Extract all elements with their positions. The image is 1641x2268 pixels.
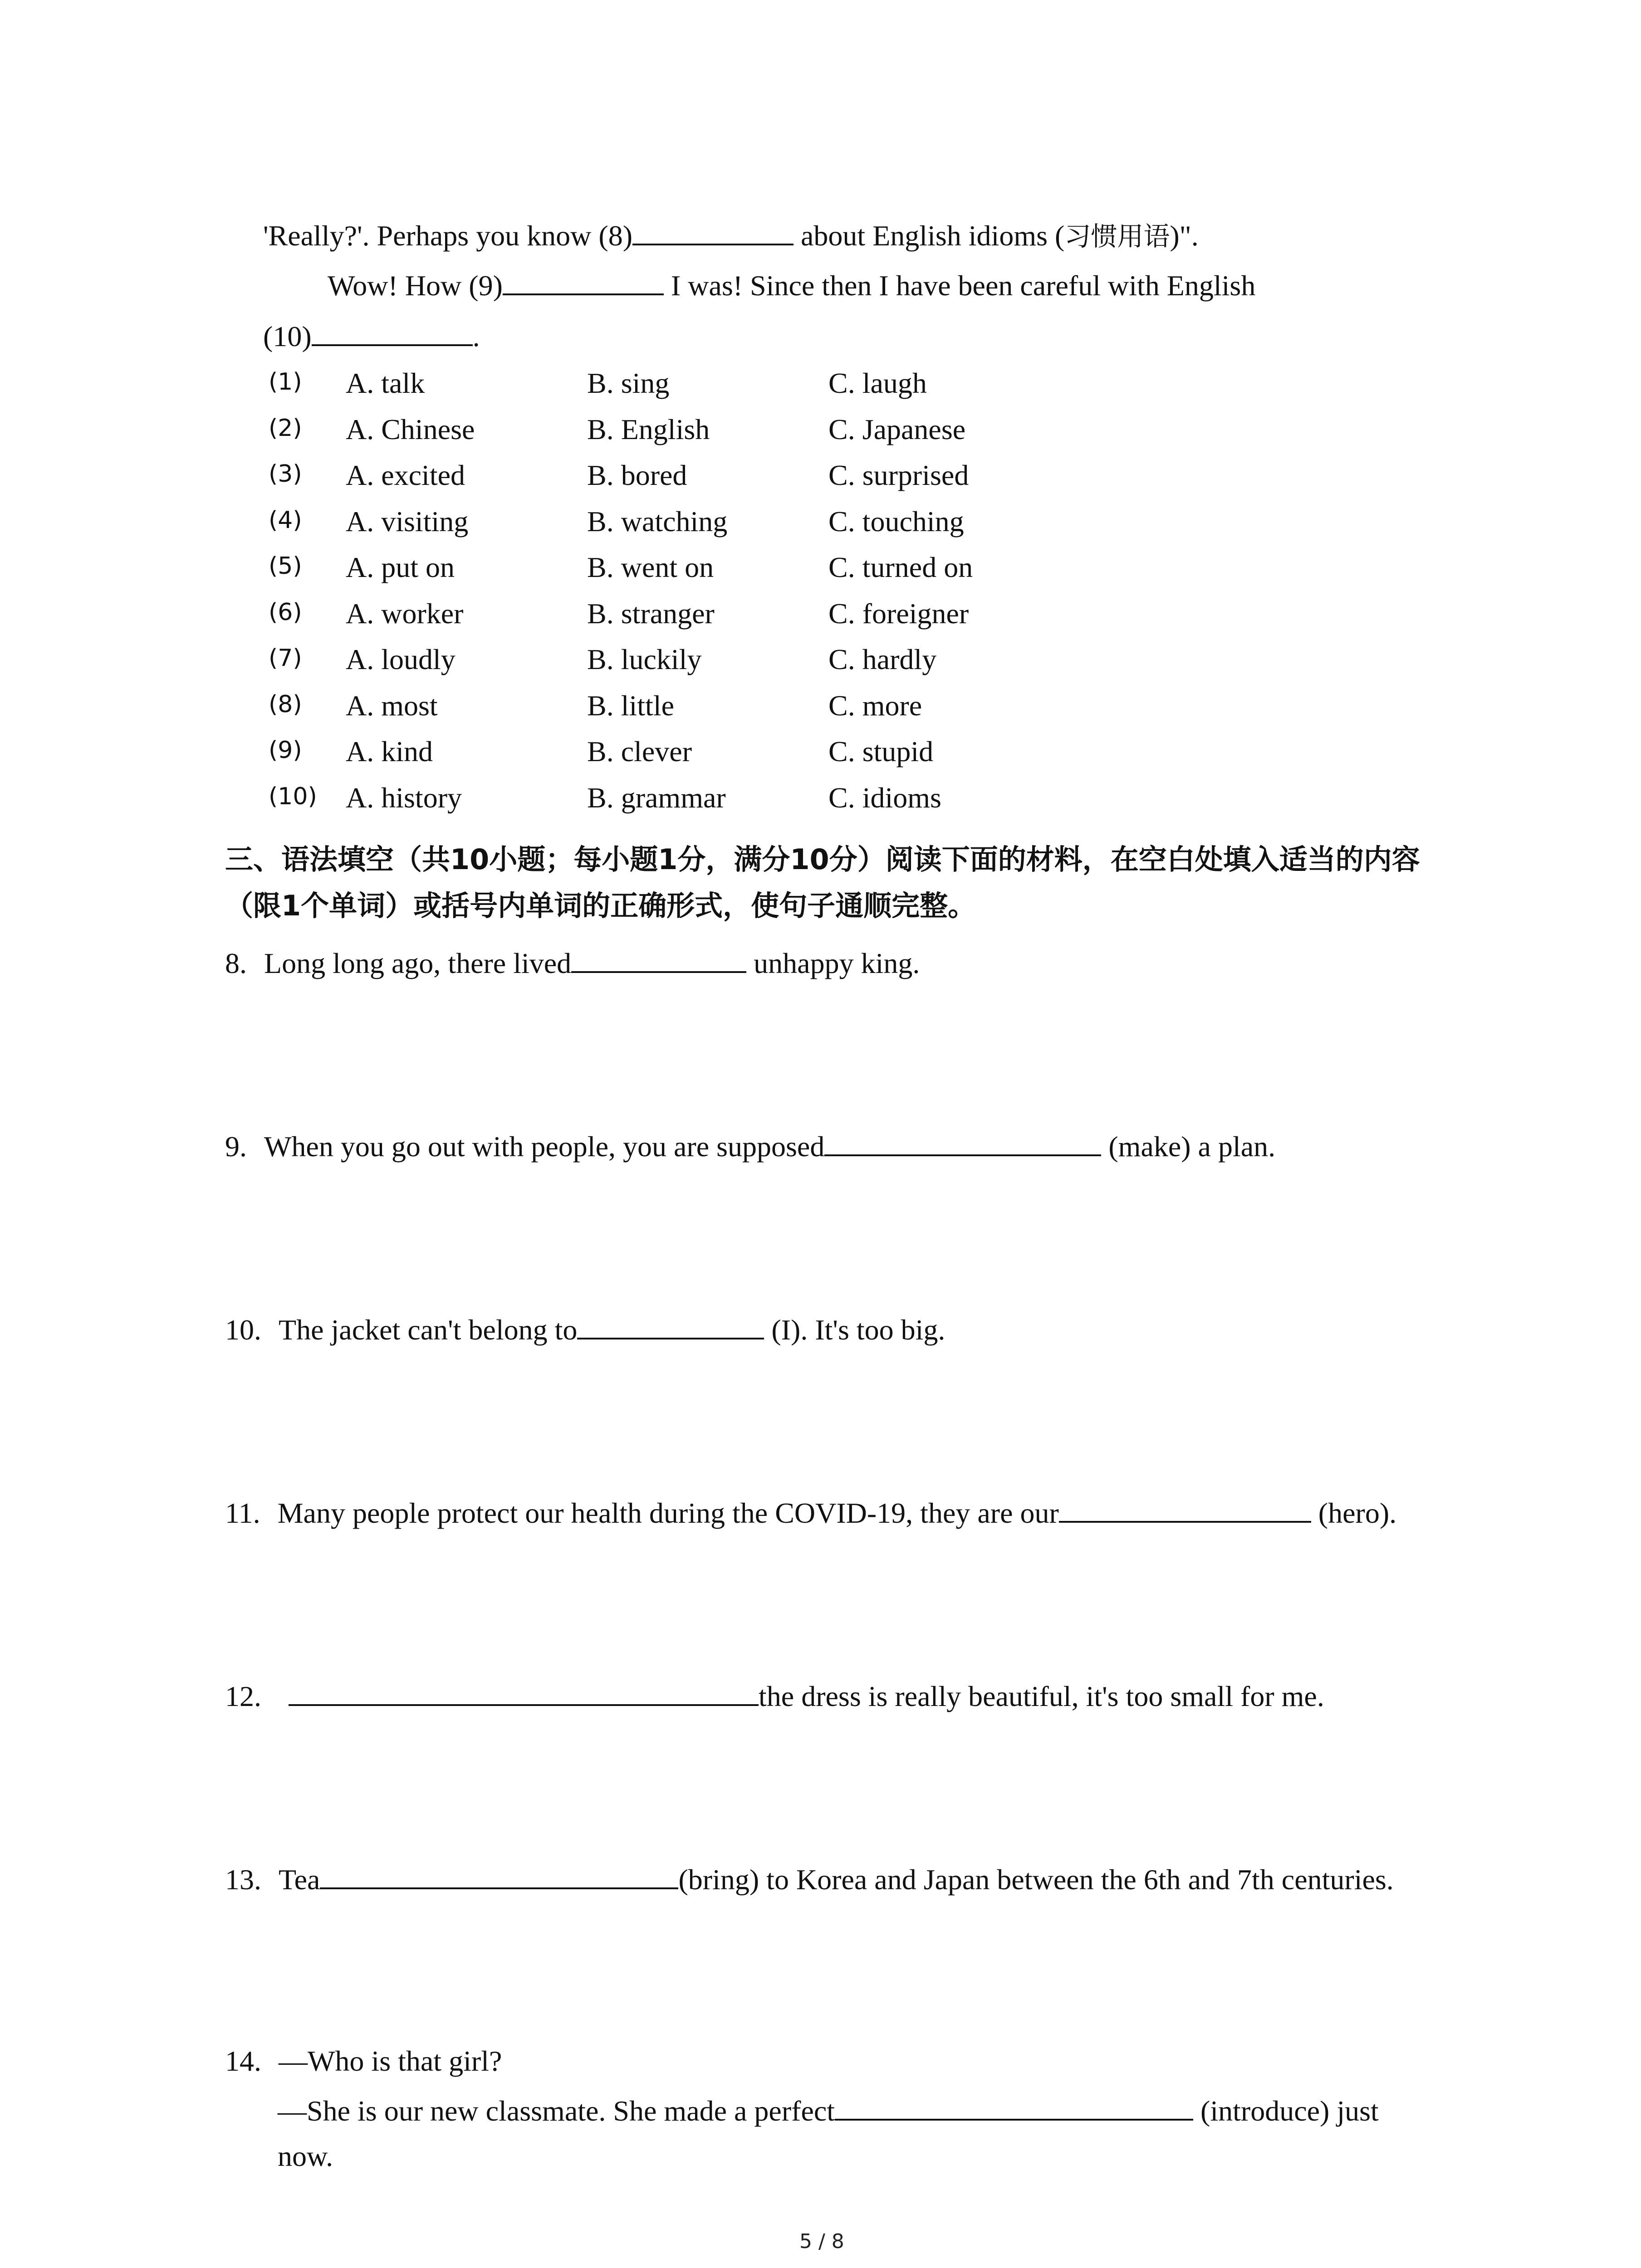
answer-blank: [312, 342, 473, 346]
option-a: A. put on: [346, 551, 455, 583]
option-a: A. talk: [346, 367, 425, 399]
answer-blank[interactable]: [577, 1335, 764, 1339]
option-a: A. kind: [346, 735, 433, 767]
question-number: 10.: [225, 1314, 261, 1346]
question-text: now.: [278, 2140, 333, 2172]
answer-blank[interactable]: [835, 2116, 1193, 2121]
option-a: A. worker: [346, 597, 464, 630]
question-8: [225, 949, 920, 978]
option-c: C. foreigner: [828, 597, 969, 630]
option-number: (9): [269, 737, 302, 764]
question-number: 9.: [225, 1130, 247, 1163]
option-number: (2): [269, 415, 302, 442]
option-c: C. surprised: [828, 459, 969, 491]
option-a: A. visiting: [346, 505, 469, 538]
option-b: B. went on: [587, 551, 714, 583]
option-number: (3): [269, 460, 302, 488]
option-c: C. laugh: [828, 367, 927, 399]
passage-text: 'Really?'. Perhaps you know (8): [263, 220, 632, 252]
answer-blank[interactable]: [1059, 1518, 1311, 1523]
passage-text: about English idioms (: [794, 220, 1065, 252]
passage-text: )".: [1170, 220, 1199, 252]
option-a: A. Chinese: [346, 413, 475, 445]
option-number: (7): [269, 645, 302, 672]
option-number: (10): [269, 783, 317, 810]
question-text: Long long ago, there lived: [264, 947, 572, 979]
option-b: B. English: [587, 413, 710, 445]
question-text: (I). It's too big.: [764, 1314, 945, 1346]
option-c: C. touching: [828, 505, 964, 538]
option-b: B. stranger: [587, 597, 715, 630]
answer-blank[interactable]: [320, 1885, 678, 1889]
option-number: (6): [269, 599, 302, 626]
option-a: A. excited: [346, 459, 465, 491]
option-number: (8): [269, 691, 302, 718]
question-14-line-3: [278, 2142, 333, 2171]
question-number: 13.: [225, 1863, 261, 1896]
answer-blank: [503, 291, 664, 295]
passage-text: I was! Since then I have been careful with English: [663, 269, 1256, 302]
question-13: [225, 1865, 1394, 1894]
option-a: A. most: [346, 689, 438, 722]
passage-line-1: [263, 221, 1199, 250]
answer-blank[interactable]: [289, 1701, 759, 1706]
option-c: C. hardly: [828, 643, 937, 675]
passage-text: .: [472, 320, 480, 352]
question-9: [225, 1132, 1275, 1161]
passage-text: 习惯用语: [1064, 221, 1170, 252]
question-text: When you go out with people, you are supposed: [264, 1130, 825, 1163]
option-a: A. loudly: [346, 643, 456, 675]
passage-text: (10): [263, 320, 312, 352]
question-text: The jacket can't belong to: [279, 1314, 578, 1346]
page-number: 5 / 8: [799, 2230, 844, 2253]
passage-text: Wow! How (9): [328, 269, 503, 302]
question-text: unhappy king.: [746, 947, 920, 979]
question-text: Tea: [279, 1863, 320, 1896]
answer-blank[interactable]: [571, 968, 746, 973]
option-c: C. idioms: [828, 782, 941, 814]
option-a: A. history: [346, 782, 462, 814]
answer-blank: [632, 241, 794, 245]
question-text: (make) a plan.: [1101, 1130, 1276, 1163]
question-number: 11.: [225, 1497, 260, 1529]
question-text: (bring) to Korea and Japan between the 6th and 7th centuries.: [678, 1863, 1394, 1896]
option-c: C. Japanese: [828, 413, 966, 445]
section-heading: 三、语法填空（共10小题；每小题1分，满分10分）阅读下面的材料，在空白处填入适当的内容（限1个单词）或括号内单词的正确形式，使句子通顺完整。: [225, 843, 1420, 922]
option-b: B. bored: [587, 459, 687, 491]
question-12: [225, 1682, 1324, 1711]
option-number: (1): [269, 368, 302, 396]
option-number: (5): [269, 552, 302, 580]
question-10: [225, 1315, 945, 1344]
question-text: Many people protect our health during the COVID-19, they are our: [277, 1497, 1059, 1529]
option-c: C. stupid: [828, 735, 934, 767]
question-number: 12.: [225, 1680, 261, 1712]
answer-blank[interactable]: [824, 1152, 1101, 1156]
question-number: 8.: [225, 947, 247, 979]
question-text: (hero).: [1311, 1497, 1397, 1529]
option-number: (4): [269, 507, 302, 534]
question-11: [225, 1499, 1396, 1528]
question-14: [225, 2047, 502, 2076]
option-b: B. luckily: [587, 643, 702, 675]
question-text: the dress is really beautiful, it's too small for me.: [759, 1680, 1324, 1712]
question-text: —She is our new classmate. She made a perfect: [278, 2095, 835, 2127]
option-b: B. clever: [587, 735, 692, 767]
question-text: (introduce) just: [1193, 2095, 1379, 2127]
option-c: C. more: [828, 689, 922, 722]
option-b: B. sing: [587, 367, 670, 399]
option-c: C. turned on: [828, 551, 973, 583]
option-b: B. grammar: [587, 782, 726, 814]
option-b: B. little: [587, 689, 674, 722]
option-b: B. watching: [587, 505, 728, 538]
passage-line-3: [263, 322, 480, 351]
passage-line-2: [328, 271, 1255, 300]
question-number: 14.: [225, 2045, 261, 2077]
question-14-line-2: [278, 2097, 1379, 2126]
question-text: —Who is that girl?: [279, 2045, 502, 2077]
